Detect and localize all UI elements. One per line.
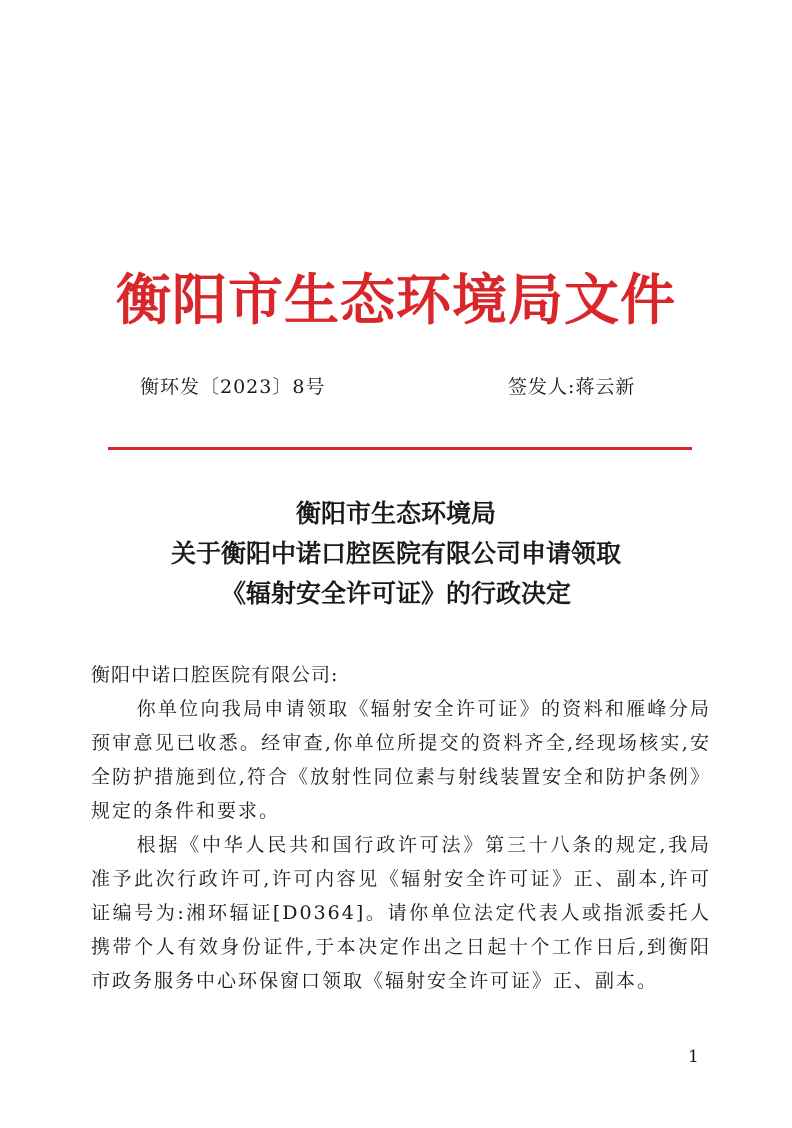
salutation: 衡阳中诺口腔医院有限公司: — [91, 664, 339, 686]
body-paragraph: 根据《中华人民共和国行政许可法》第三十八条的规定,我局准予此次行政许可,许可内容见《辐射安全许可证》正、副本,许可证编号为:湘环辐证[D0364]。请你单位法定代表人或指派委托人携带个人有效身份证件,于本决定作出之日起十个工作日后,到衡阳市政务服务中心环保窗口领取《辐射安全许可证》正、副本。 — [91, 834, 711, 992]
issuer-signature-line: 签发人:蒋云新 — [508, 376, 636, 398]
document-number: 衡环发〔2023〕8号 — [140, 376, 326, 398]
title-line-2: 关于衡阳中诺口腔医院有限公司申请领取 — [170, 539, 621, 568]
header-divider-line — [108, 447, 692, 450]
body-paragraph: 你单位向我局申请领取《辐射安全许可证》的资料和雁峰分局预审意见已收悉。经审查,你单位所提交的资料齐全,经现场核实,安全防护措施到位,符合《放射性同位素与射线装置安全和防护条例》规定的条件和要求。 — [91, 698, 711, 822]
document-body — [91, 658, 711, 998]
document-title — [0, 494, 792, 614]
document-header-title: 衡阳市生态环境局文件 — [115, 268, 676, 332]
title-line-3: 《辐射安全许可证》的行政决定 — [220, 579, 571, 608]
page-number: 1 — [688, 1047, 699, 1067]
title-line-1: 衡阳市生态环境局 — [295, 499, 496, 528]
